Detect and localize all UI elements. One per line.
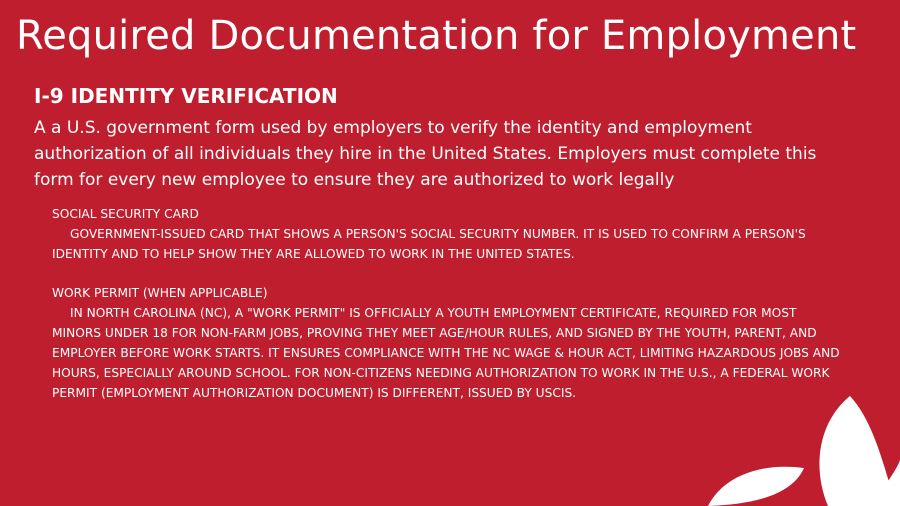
- section-title: SOCIAL SECURITY CARD: [52, 207, 199, 221]
- section-body: IN NORTH CAROLINA (NC), A "WORK PERMIT" IS OFFICIALLY A YOUTH EMPLOYMENT CERTIFICATE, REQUIRED FOR MOST MINORS UNDER 18 FOR NON-FARM JOBS, PROVING THEY MEET AGE/HOUR RULES, AND SIGNED BY THE YOUTH, PARENT, AND EMPLOYER BEFORE WORK STARTS. IT ENSURES COMPLIANCE WITH THE NC WAGE & HOUR ACT, LIMITING HAZARDOUS JOBS AND HOURS, ESPECIALLY AROUND SCHOOL. FOR NON-CITIZENS NEEDING AUTHORIZATION TO WORK IN THE U.S., A FEDERAL WORK PERMIT (EMPLOYMENT AUTHORIZATION DOCUMENT) IS DIFFERENT, ISSUED BY USCIS.: [52, 306, 840, 400]
- work-permit-section: [52, 283, 842, 403]
- intro-paragraph: A a U.S. government form used by employers to verify the identity and employment authorization of all individuals they hire in the United States. Employers must complete this form for every new employee to ensure they are authorized to work legally: [34, 118, 817, 190]
- slide-title: Required Documentation for Employment: [16, 13, 857, 59]
- social-security-card-section: [52, 204, 842, 264]
- section-body: GOVERNMENT-ISSUED CARD THAT SHOWS A PERSON'S SOCIAL SECURITY NUMBER. IT IS USED TO CONFIRM A PERSON'S IDENTITY AND TO HELP SHOW THEY ARE ALLOWED TO WORK IN THE UNITED STATES.: [52, 227, 806, 261]
- leaf-decoration-icon: [700, 396, 900, 506]
- section-title: WORK PERMIT (WHEN APPLICABLE): [52, 286, 268, 300]
- section-heading: I-9 IDENTITY VERIFICATION: [34, 84, 338, 108]
